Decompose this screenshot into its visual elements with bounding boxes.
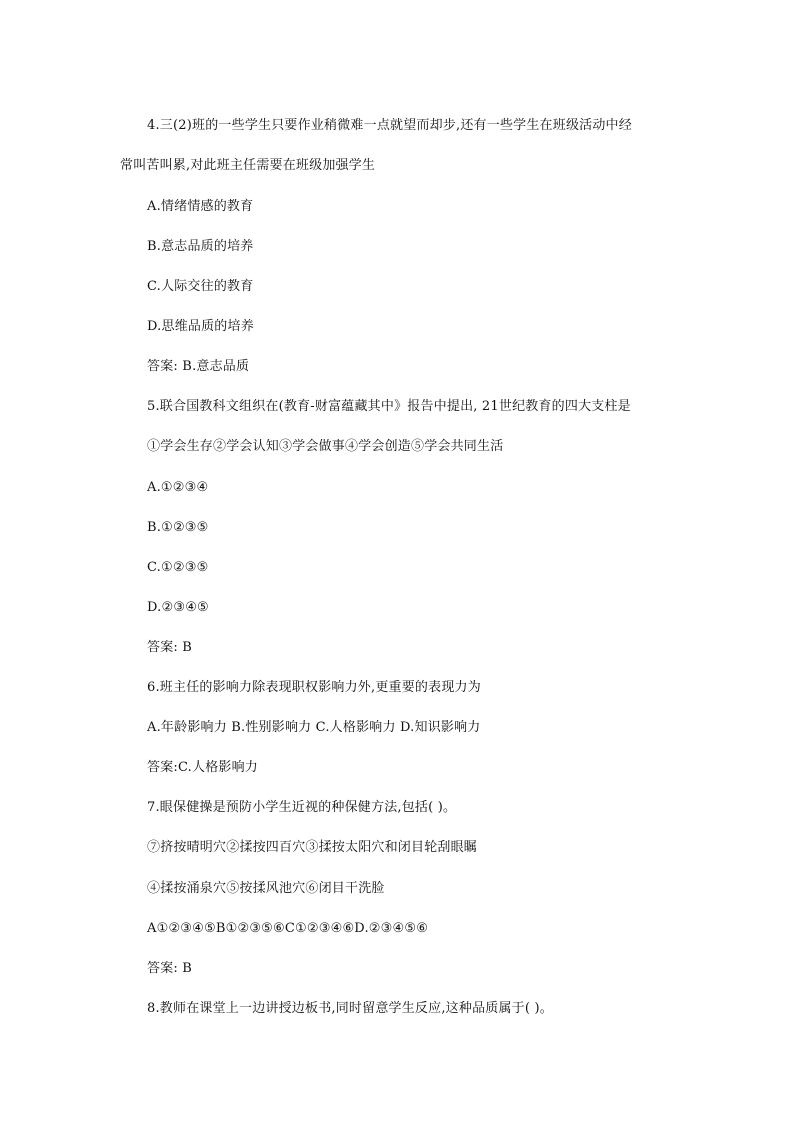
- question-6-answer: 答案:C.人格影响力: [147, 760, 258, 775]
- question-4-option-c: C.人际交往的教育: [147, 279, 254, 294]
- question-5-answer: 答案: B: [147, 640, 193, 655]
- question-5-option-c: C.①②③⑤: [147, 560, 209, 575]
- question-7-sub-items-1: ⑦挤按晴明穴②揉按四百穴③揉按太阳穴和闭目轮刮眼瞩: [147, 840, 478, 855]
- question-4-stem: 4.三(2)班的一些学生只要作业稍微难一点就望而却步,还有一些学生在班级活动中经: [147, 118, 632, 133]
- question-5-option-d: D.②③④⑤: [147, 600, 209, 615]
- question-6-stem: 6.班主任的影响力除表现职权影响力外,更重要的表现力为: [147, 680, 481, 695]
- question-5-stem: 5.联合国教科文组织在(教育-财富蕴藏其中》报告中提出, 21世纪教育的四大支柱是: [147, 399, 631, 414]
- question-7-sub-items-2: ④揉按涌泉穴⑤按揉风池穴⑥闭目干洗脸: [147, 881, 385, 896]
- question-6-options: A.年龄影响力 B.性别影响力 C.人格影响力 D.知识影响力: [147, 720, 481, 735]
- question-7-answer: 答案: B: [147, 961, 193, 976]
- question-4-option-b: B.意志品质的培养: [147, 239, 254, 254]
- question-7-stem: 7.眼保健操是预防小学生近视的种保健方法,包括( )。: [147, 800, 457, 815]
- question-4-answer: 答案: B.意志品质: [147, 359, 250, 374]
- question-4-option-a: A.情绪情感的教育: [147, 199, 254, 214]
- question-4-option-d: D.思维品质的培养: [147, 319, 254, 334]
- question-8-stem: 8.教师在课堂上一边讲授边板书,同时留意学生反应,这种品质属于( )。: [147, 1001, 553, 1016]
- question-5-sub-items: ①学会生存②学会认知③学会做事④学会创造⑤学会共同生活: [147, 439, 504, 454]
- question-7-options: A①②③④⑤B①②③⑤⑥C①②③④⑥D.②③④⑤⑥: [147, 921, 429, 936]
- question-5-option-b: B.①②③⑤: [147, 520, 209, 535]
- question-5-option-a: A.①②③④: [147, 480, 209, 495]
- question-4-stem-continued: 常叫苦叫累,对此班主任需要在班级加强学生: [120, 158, 376, 173]
